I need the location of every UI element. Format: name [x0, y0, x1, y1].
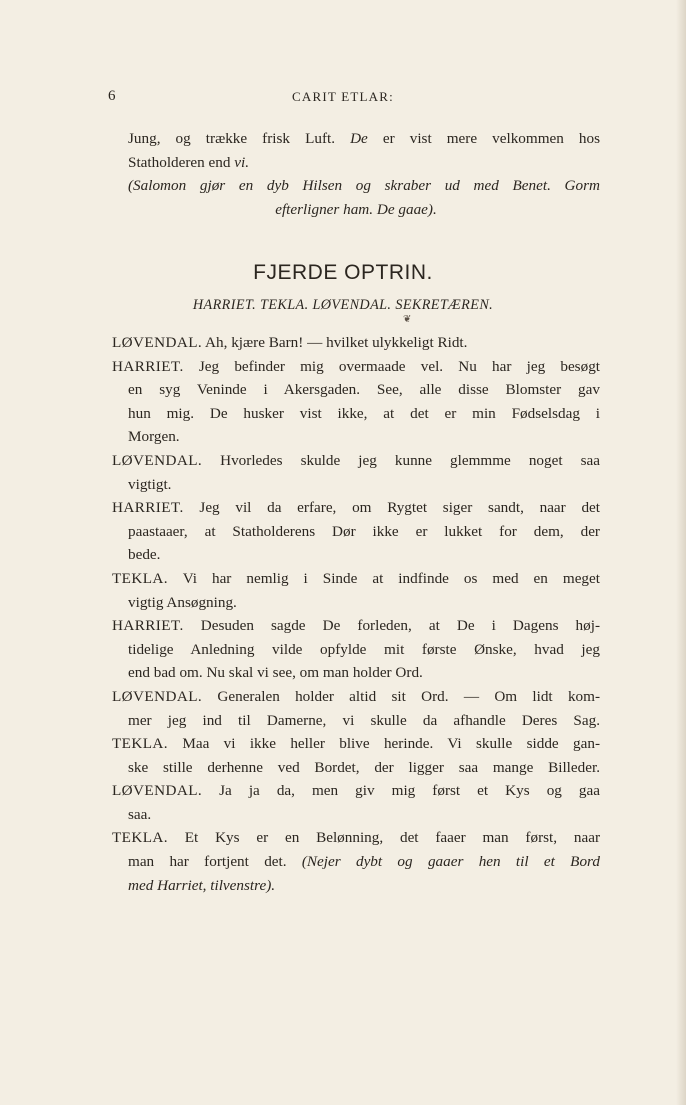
speech-line: man har fortjent det. (Nejer dybt og gaaer hen til et Bord — [128, 853, 600, 871]
speech — [112, 355, 600, 449]
speaker-name: TEKLA. — [112, 829, 168, 847]
page-header — [0, 88, 686, 110]
speech-line: hun mig. De husker vist ikke, at det er min Fødselsdag i — [128, 404, 600, 422]
speech-line: ske stille derhenne ved Bordet, der ligger saa mange Billeder. — [128, 758, 600, 776]
speech-line: paastaaer, at Statholderens Dør ikke er lukket for dem, der — [128, 522, 600, 540]
character-list: HARRIET. TEKLA. LØVENDAL. SEKRETÆREN. — [192, 297, 494, 313]
speech-line: end bad om. Nu skal vi see, om man holder Ord. — [128, 664, 423, 682]
text-line: Statholderen end vi. — [128, 153, 250, 171]
speaker-name: HARRIET. — [112, 617, 184, 635]
stage-direction: (Nejer dybt og gaaer hen til et Bord — [301, 853, 600, 871]
speech-line: HARRIET. Jeg vil da erfare, om Rygtet siger sandt, naar det — [112, 499, 600, 517]
speech-line: LØVENDAL. Ja ja da, men giv mig først et Kys og gaa — [112, 782, 600, 800]
speech-line: en syg Veninde i Akersgaden. See, alle disse Blomster gav — [128, 381, 600, 399]
speech — [112, 779, 600, 826]
speech — [112, 826, 600, 897]
speaker-name: TEKLA. — [112, 735, 168, 753]
speech-line: HARRIET. Jeg befinder mig overmaade vel. Nu har jeg besøgt — [112, 357, 601, 375]
running-head: CARIT ETLAR: — [292, 89, 394, 104]
text-line: Jung, og trække frisk Luft. De er vist mere velkommen hos — [128, 130, 600, 147]
scene-heading: FJERDE OPTRIN. — [253, 261, 433, 284]
speech-line: TEKLA. Vi har nemlig i Sinde at indfinde os med en meget — [112, 569, 600, 587]
stage-direction: efterligner ham. De gaae). — [275, 200, 437, 218]
speech-line: vigtigt. — [128, 475, 172, 493]
speech-line: saa. — [128, 805, 152, 823]
speech-line: mer jeg ind til Damerne, vi skulle da afhandle Deres Sag. — [128, 711, 600, 729]
speech — [112, 685, 600, 732]
speech — [112, 449, 600, 496]
ornament-icon: ❦ — [403, 314, 412, 325]
speaker-name: LØVENDAL. — [112, 451, 203, 469]
speech-line: LØVENDAL. Generalen holder altid sit Ord. — Om lidt kom- — [112, 687, 601, 705]
stage-direction: (Salomon gjør en dyb Hilsen og skraber ud med Benet. Gorm — [128, 177, 600, 195]
page-edge-shadow — [676, 0, 686, 1105]
speech-line: TEKLA. Et Kys er en Belønning, det faaer man først, naar — [112, 829, 600, 847]
speaker-name: LØVENDAL. — [112, 334, 203, 351]
page-number: 6 — [108, 88, 116, 104]
speaker-name: LØVENDAL. — [112, 687, 203, 705]
speech — [112, 614, 600, 685]
speech-line: Morgen. — [128, 428, 180, 446]
speech-line: TEKLA. Maa vi ikke heller blive herinde. Vi skulle sidde gan- — [112, 735, 601, 753]
dialogue — [112, 331, 600, 897]
speech — [112, 567, 600, 614]
speech-line: LØVENDAL. Hvorledes skulde jeg kunne glemmme noget saa — [112, 451, 600, 469]
speech-line: tidelige Anledning vilde opfylde mit første Ønske, hvad jeg — [128, 640, 600, 658]
speech-line: HARRIET. Desuden sagde De forleden, at De i Dagens høj- — [112, 617, 601, 635]
speech-line: vigtig Ansøgning. — [128, 593, 237, 611]
intro-text — [112, 127, 600, 221]
speaker-name: TEKLA. — [112, 569, 168, 587]
speech — [112, 496, 600, 567]
speech — [112, 331, 600, 355]
stage-direction: med Harriet, tilvenstre). — [128, 876, 276, 894]
speaker-name: HARRIET. — [112, 357, 184, 375]
speech — [112, 732, 600, 779]
speaker-name: HARRIET. — [112, 499, 184, 517]
speech-line: LØVENDAL. Ah, kjære Barn! — hvilket ulykkeligt Ridt. — [112, 334, 468, 351]
speech-line: bede. — [128, 546, 161, 564]
speaker-name: LØVENDAL. — [112, 782, 203, 800]
